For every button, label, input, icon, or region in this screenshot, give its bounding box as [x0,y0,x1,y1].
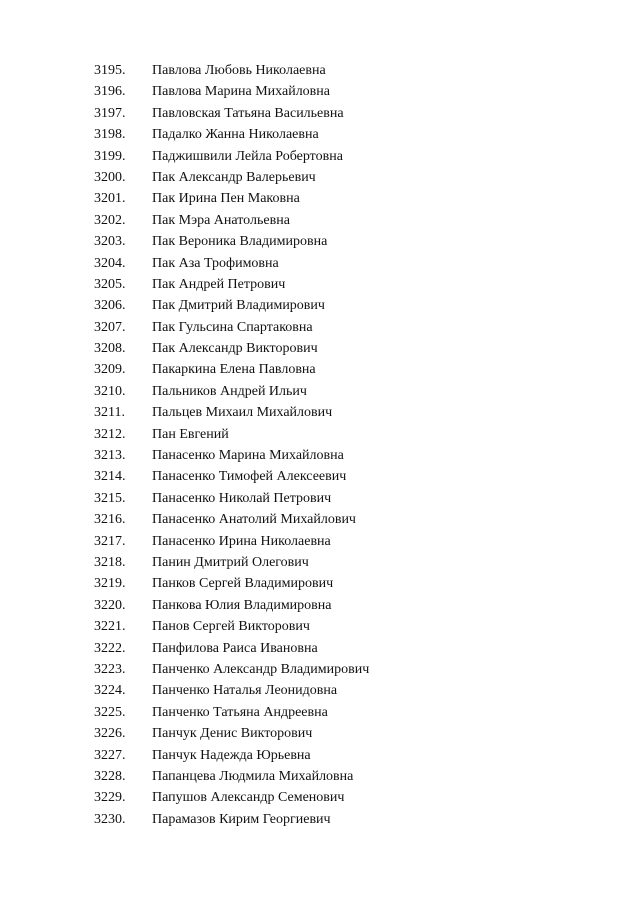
entry-name: Панасенко Ирина Николаевна [152,533,331,549]
entry-name: Пак Гульсина Спартаковна [152,319,313,335]
entry-name: Пак Андрей Петрович [152,276,286,292]
entry-number: 3203. [94,234,126,250]
entry-name: Павлова Любовь Николаевна [152,63,326,78]
entry-number: 3207. [94,319,126,335]
entry-number: 3202. [94,212,126,228]
entry-number: 3204. [94,255,126,271]
entry-name: Парамазов Кирим Георгиевич [152,811,331,827]
entry-number: 3227. [94,747,126,763]
entry-number: 3195. [94,63,126,78]
entry-name: Падалко Жанна Николаевна [152,127,319,143]
list-item [94,595,369,616]
entry-number: 3206. [94,298,126,314]
list-item [94,317,369,338]
entry-name: Пак Дмитрий Владимирович [152,298,325,314]
entry-name: Паджишвили Лейла Робертовна [152,148,343,164]
entry-name: Папанцева Людмила Михайловна [152,768,354,784]
entry-name: Пак Аза Трофимовна [152,255,279,271]
list-item [94,616,369,637]
entry-name: Пакаркина Елена Павловна [152,362,316,378]
list-item [94,509,369,530]
entry-number: 3199. [94,148,126,164]
list-item [94,359,369,380]
list-item [94,445,369,466]
list-item [94,124,369,145]
entry-name: Панасенко Марина Михайловна [152,448,344,464]
entry-number: 3222. [94,640,126,656]
entry-number: 3216. [94,512,126,528]
list-item [94,167,369,188]
entry-name: Пак Ирина Пен Маковна [152,191,300,207]
entry-name: Панчук Денис Викторович [152,726,313,742]
entry-number: 3197. [94,105,126,121]
entry-name: Пальников Андрей Ильич [152,383,307,399]
list-item [94,787,369,808]
entry-number: 3218. [94,554,126,570]
entry-name: Пан Евгений [152,426,229,442]
list-item [94,659,369,680]
list-item [94,638,369,659]
list-item [94,146,369,167]
entry-number: 3196. [94,84,126,100]
entry-name: Панкова Юлия Владимировна [152,597,332,613]
entry-name: Панков Сергей Владимирович [152,576,334,592]
entry-name: Пак Александр Викторович [152,341,318,357]
entry-name: Павлова Марина Михайловна [152,84,331,100]
entry-name: Панин Дмитрий Олегович [152,554,309,570]
list-item [94,766,369,787]
entry-number: 3210. [94,383,126,399]
list-item [94,338,369,359]
entry-number: 3221. [94,619,126,635]
list-item [94,274,369,295]
list-item [94,188,369,209]
list-item [94,552,369,573]
entry-name: Пак Вероника Владимировна [152,234,328,250]
list-item [94,253,369,274]
entry-name: Панасенко Тимофей Алексеевич [152,469,347,485]
entry-number: 3220. [94,597,126,613]
list-item [94,723,369,744]
entry-number: 3198. [94,127,126,143]
entry-number: 3223. [94,661,126,677]
list-item [94,60,369,81]
entry-number: 3226. [94,726,126,742]
entry-number: 3219. [94,576,126,592]
entry-name: Панченко Татьяна Андреевна [152,704,328,720]
list-item [94,573,369,594]
list-item [94,210,369,231]
entry-name: Панченко Александр Владимирович [152,661,370,677]
entry-name: Панченко Наталья Леонидовна [152,683,338,699]
entry-number: 3201. [94,191,126,207]
list-item [94,402,369,423]
list-item [94,424,369,445]
entry-name: Панфилова Раиса Ивановна [152,640,318,656]
list-item [94,81,369,102]
entry-name: Пальцев Михаил Михайлович [152,405,333,421]
entry-number: 3217. [94,533,126,549]
entry-name: Панчук Надежда Юрьевна [152,747,311,763]
entry-name: Панасенко Николай Петрович [152,490,332,506]
entry-number: 3228. [94,768,126,784]
entry-name: Панов Сергей Викторович [152,619,310,635]
list-item [94,231,369,252]
list-item [94,295,369,316]
entry-number: 3212. [94,426,126,442]
entry-name: Павловская Татьяна Васильевна [152,105,344,121]
list-item [94,702,369,723]
entry-name: Панасенко Анатолий Михайлович [152,512,356,528]
entry-name: Пак Александр Валерьевич [152,169,316,185]
list-item [94,531,369,552]
name-list [94,60,369,830]
list-item [94,103,369,124]
entry-name: Папушов Александр Семенович [152,790,345,806]
entry-number: 3215. [94,490,126,506]
entry-number: 3205. [94,276,126,292]
entry-name: Пак Мэра Анатольевна [152,212,290,228]
list-item [94,745,369,766]
entry-number: 3230. [94,811,126,827]
list-item [94,466,369,487]
entry-number: 3224. [94,683,126,699]
entry-number: 3225. [94,704,126,720]
list-item [94,381,369,402]
list-item [94,809,369,830]
list-item [94,680,369,701]
entry-number: 3209. [94,362,126,378]
entry-number: 3208. [94,341,126,357]
entry-number: 3200. [94,169,126,185]
list-item [94,488,369,509]
entry-number: 3229. [94,790,126,806]
entry-number: 3214. [94,469,126,485]
entry-number: 3211. [94,405,125,421]
entry-number: 3213. [94,448,126,464]
